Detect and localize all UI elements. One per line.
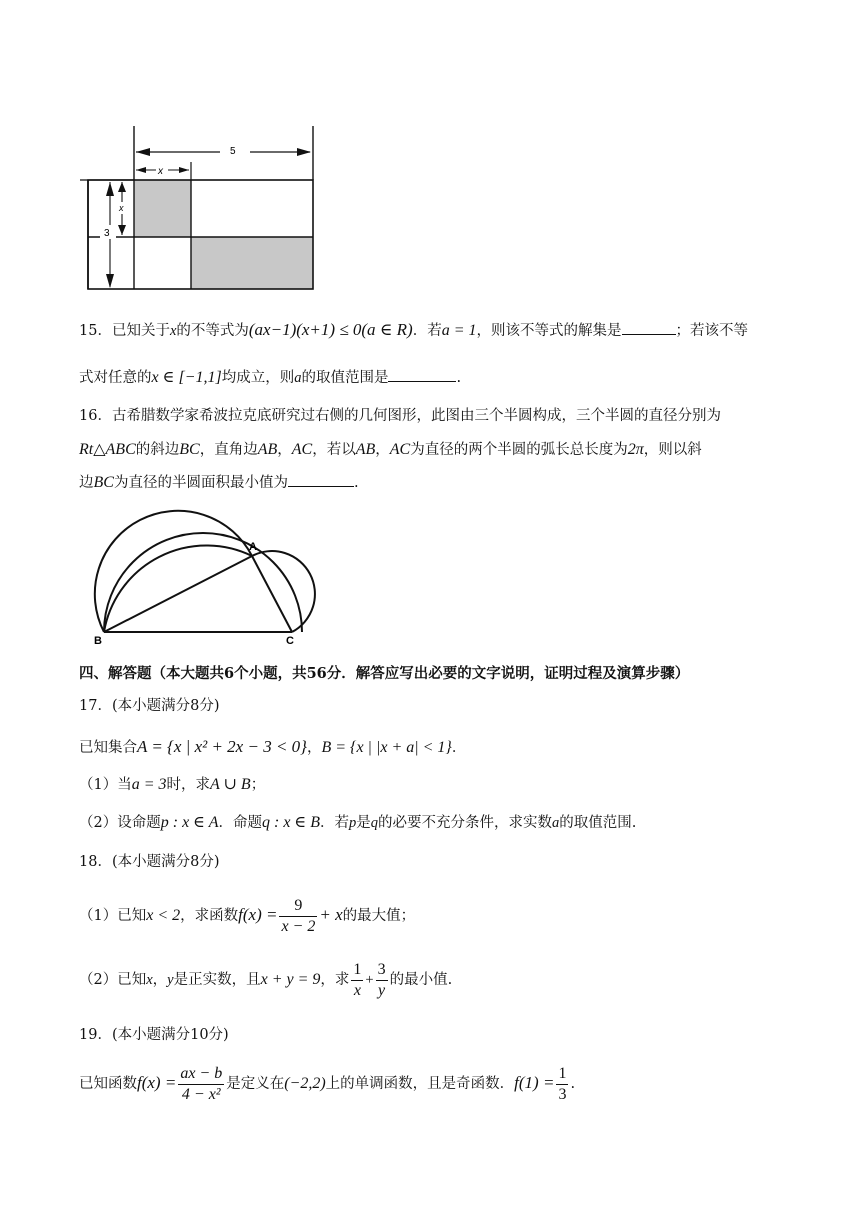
rectangle-diagram [80, 122, 330, 297]
q19-head: 19．(本小题满分10分) [79, 1027, 229, 1043]
q16-blank[interactable] [288, 472, 354, 487]
q18-part1: （1）已知x < 2，求函数f(x) = $\frac{9}{x - 2}$ + x的最大值； [79, 896, 416, 935]
q17-part1: （1）当a = 3时，求A ∪ B； [79, 776, 266, 793]
label-x-top: x [158, 166, 163, 177]
label-B: B [94, 635, 102, 647]
q17-line1: 已知集合A = {x | x² + 2x − 3 < 0}，B = {x | |x + a| < 1}． [79, 737, 467, 756]
q15-line2: 式对任意的x ∈ [−1,1]均成立，则a的取值范围是 . [79, 369, 462, 386]
q16-line1: 16．古希腊数学家希波拉克底研究过右侧的几何图形，此图由三个半圆构成，三个半圆的直径分别为 [79, 408, 721, 424]
label-3: 3 [104, 228, 110, 239]
label-C: C [286, 635, 294, 647]
section4-header: 四、解答题（本大题共6个小题，共56分．解答应写出必要的文字说明，证明过程及演算步骤） [79, 665, 690, 682]
q15-line1: 15．已知关于x的不等式为(ax−1)(x+1) ≤ 0(a ∈ R)．若a = 1，则该不等式的解集是 ；若该不等 [79, 320, 748, 339]
shaded-rect [191, 237, 313, 289]
q19-line1: 已知函数f(x) = $\frac{ax - b}{\text{4 − x²}}$ 是定义在(−2,2)上的单调函数，且是奇函数．f(1) = $\frac{1}{3}$ . [79, 1064, 576, 1103]
q15-blank1[interactable] [622, 320, 676, 335]
q16-line2: Rt△ABC的斜边BC，直角边AB，AC，若以AB，AC为直径的两个半圆的弧长总长度为2π，则以斜 [79, 441, 702, 458]
shaded-square [134, 180, 191, 237]
label-x-side: x [119, 203, 124, 213]
q18-part2: （2）已知x，y是正实数，且x + y = 9，求 $\frac{1}{x}$ + $\frac{3}{y}$ 的最小值. [79, 960, 453, 999]
label-A: A [249, 541, 257, 553]
q18-head: 18．(本小题满分8分) [79, 854, 220, 870]
q17-head: 17．(本小题满分8分) [79, 698, 220, 714]
label-5: 5 [230, 146, 236, 157]
q17-part2: （2）设命题p : x ∈ A．命题q : x ∈ B．若p是q的必要不充分条件，求实数a的取值范围. [79, 814, 637, 831]
q15-blank2[interactable] [388, 367, 456, 382]
q16-line3: 边BC为直径的半圆面积最小值为 . [79, 474, 359, 491]
semicircles-diagram [86, 500, 326, 648]
